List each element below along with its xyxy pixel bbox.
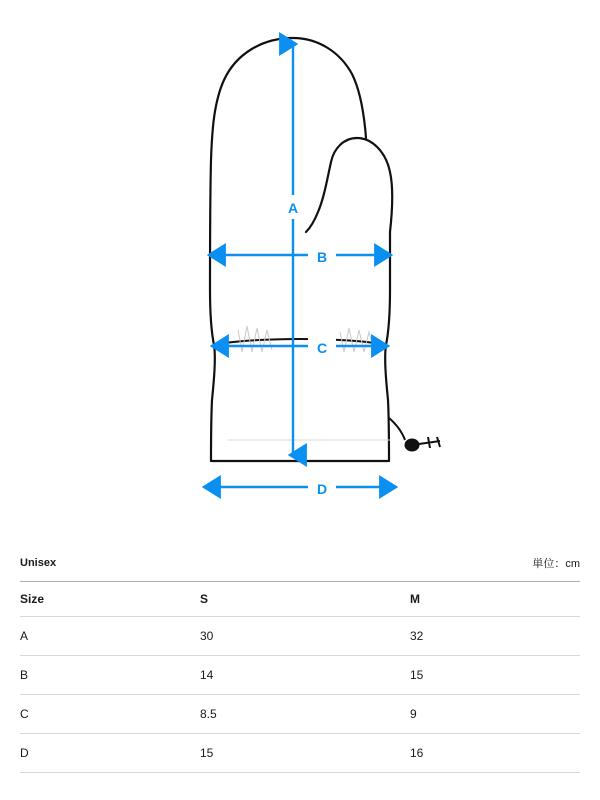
- row-value-s: 14: [200, 656, 410, 695]
- measure-b-label: B: [316, 249, 328, 265]
- table-header-row: [20, 582, 580, 617]
- row-value-s: 30: [200, 617, 410, 656]
- measure-c-label: C: [316, 340, 328, 356]
- column-header-m: M: [410, 582, 580, 617]
- column-header-size: Size: [20, 582, 200, 617]
- measure-d-label: D: [316, 481, 328, 497]
- row-value-m: 32: [410, 617, 580, 656]
- measure-d: [207, 477, 393, 499]
- row-value-m: 9: [410, 695, 580, 734]
- column-header-s: S: [200, 582, 410, 617]
- size-table-caption: [0, 555, 600, 581]
- measure-a-label: A: [287, 200, 299, 216]
- measure-a: [279, 44, 307, 455]
- row-value-s: 8.5: [200, 695, 410, 734]
- row-value-m: 15: [410, 656, 580, 695]
- mitten-outline: [210, 38, 392, 461]
- row-label: D: [20, 734, 200, 773]
- size-table-area: [0, 555, 600, 773]
- table-row: [20, 617, 580, 656]
- table-row: [20, 656, 580, 695]
- size-table: [20, 581, 580, 773]
- row-label: C: [20, 695, 200, 734]
- category-label: Unisex: [20, 557, 57, 569]
- drawcord-toggle: [389, 418, 440, 451]
- row-label: B: [20, 656, 200, 695]
- row-value-s: 15: [200, 734, 410, 773]
- row-value-m: 16: [410, 734, 580, 773]
- table-row: [20, 734, 580, 773]
- unit-label: 単位：cm: [532, 558, 580, 570]
- measure-b: [212, 245, 388, 267]
- row-label: A: [20, 617, 200, 656]
- table-row: [20, 695, 580, 734]
